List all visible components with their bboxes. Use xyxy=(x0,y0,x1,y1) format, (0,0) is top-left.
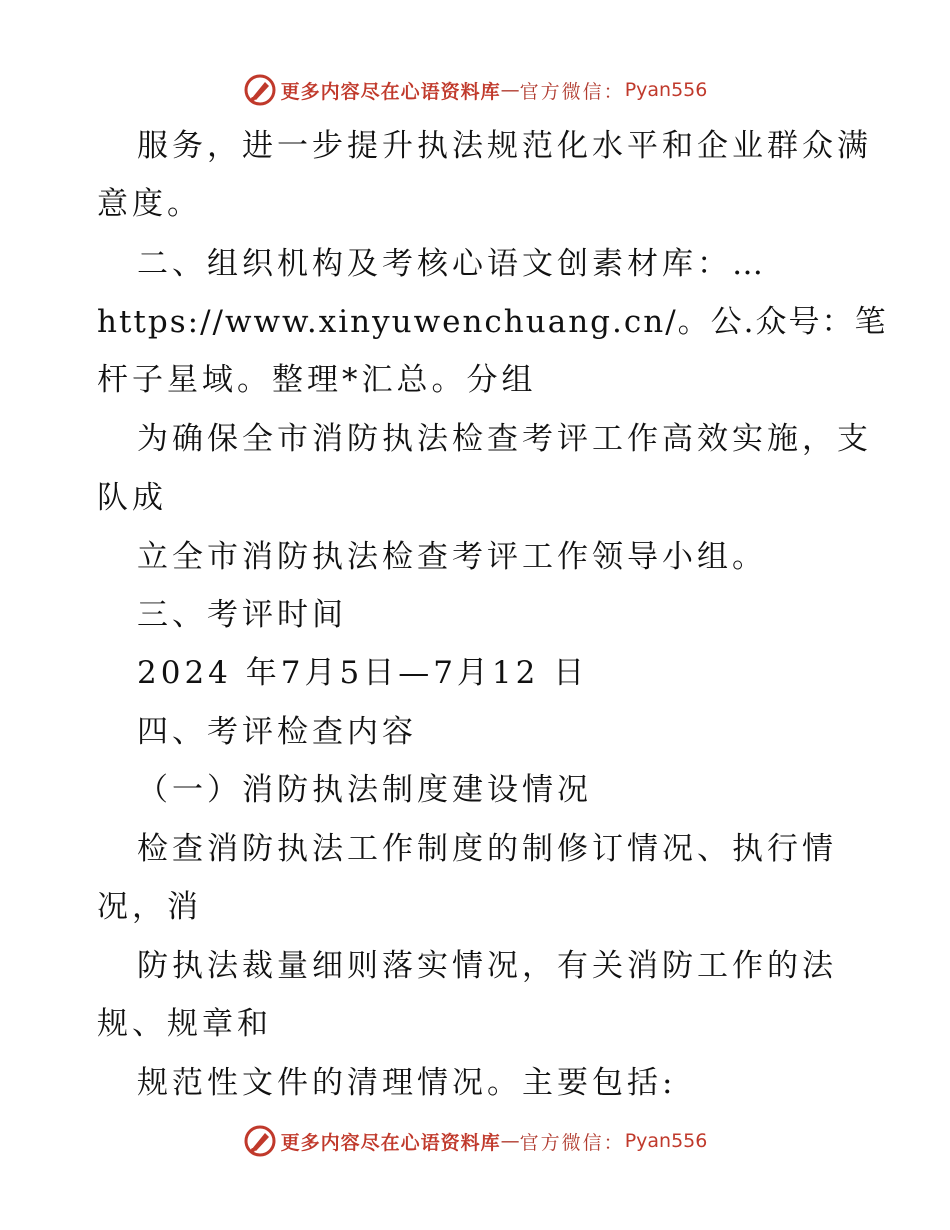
watermark-dash: — xyxy=(500,79,520,101)
paragraph-line: 杆子星域。整理*汇总。分组 xyxy=(97,362,537,398)
watermark-sub-text: 官方微信： xyxy=(519,1131,625,1154)
subsection-heading: （一）消防执法制度建设情况 xyxy=(137,772,592,808)
paragraph-line: https://www.xinyuwenchuang.cn/。公.众号：笔 xyxy=(97,304,888,340)
paragraph-line: 况，消 xyxy=(97,889,202,925)
watermark-wechat-id: Pyan556 xyxy=(624,1130,708,1152)
section-heading: 三、考评时间 xyxy=(137,597,347,633)
paragraph-line: 防执法裁量细则落实情况，有关消防工作的法 xyxy=(137,948,837,984)
paragraph-line: 立全市消防执法检查考评工作领导小组。 xyxy=(137,539,767,575)
paragraph-line: 队成 xyxy=(97,480,167,516)
header-watermark xyxy=(0,70,950,110)
paragraph-line: 2024 年7月5日—7月12 日 xyxy=(137,655,589,691)
footer-watermark xyxy=(0,1121,950,1161)
watermark-wechat-id: Pyan556 xyxy=(624,79,708,101)
pen-logo-icon xyxy=(243,1124,277,1158)
paragraph-line: 规范性文件的清理情况。主要包括: xyxy=(137,1065,677,1101)
paragraph-line: 检查消防执法工作制度的制修订情况、执行情 xyxy=(137,831,837,867)
paragraph-line: 意度。 xyxy=(97,186,202,222)
watermark-sub-text: 官方微信： xyxy=(519,80,625,103)
watermark-main-text: 更多内容尽在心语资料库 xyxy=(280,80,501,103)
pen-logo-icon xyxy=(243,73,277,107)
paragraph-line: 为确保全市消防执法检查考评工作高效实施，支 xyxy=(137,421,872,457)
section-heading: 二、组织机构及考核心语文创素材库：… xyxy=(137,246,767,282)
paragraph-line: 规、规章和 xyxy=(97,1006,272,1042)
watermark-main-text: 更多内容尽在心语资料库 xyxy=(280,1131,501,1154)
watermark-dash: — xyxy=(500,1130,520,1152)
section-heading: 四、考评检查内容 xyxy=(137,714,417,750)
paragraph-line: 服务，进一步提升执法规范化水平和企业群众满 xyxy=(137,128,872,164)
